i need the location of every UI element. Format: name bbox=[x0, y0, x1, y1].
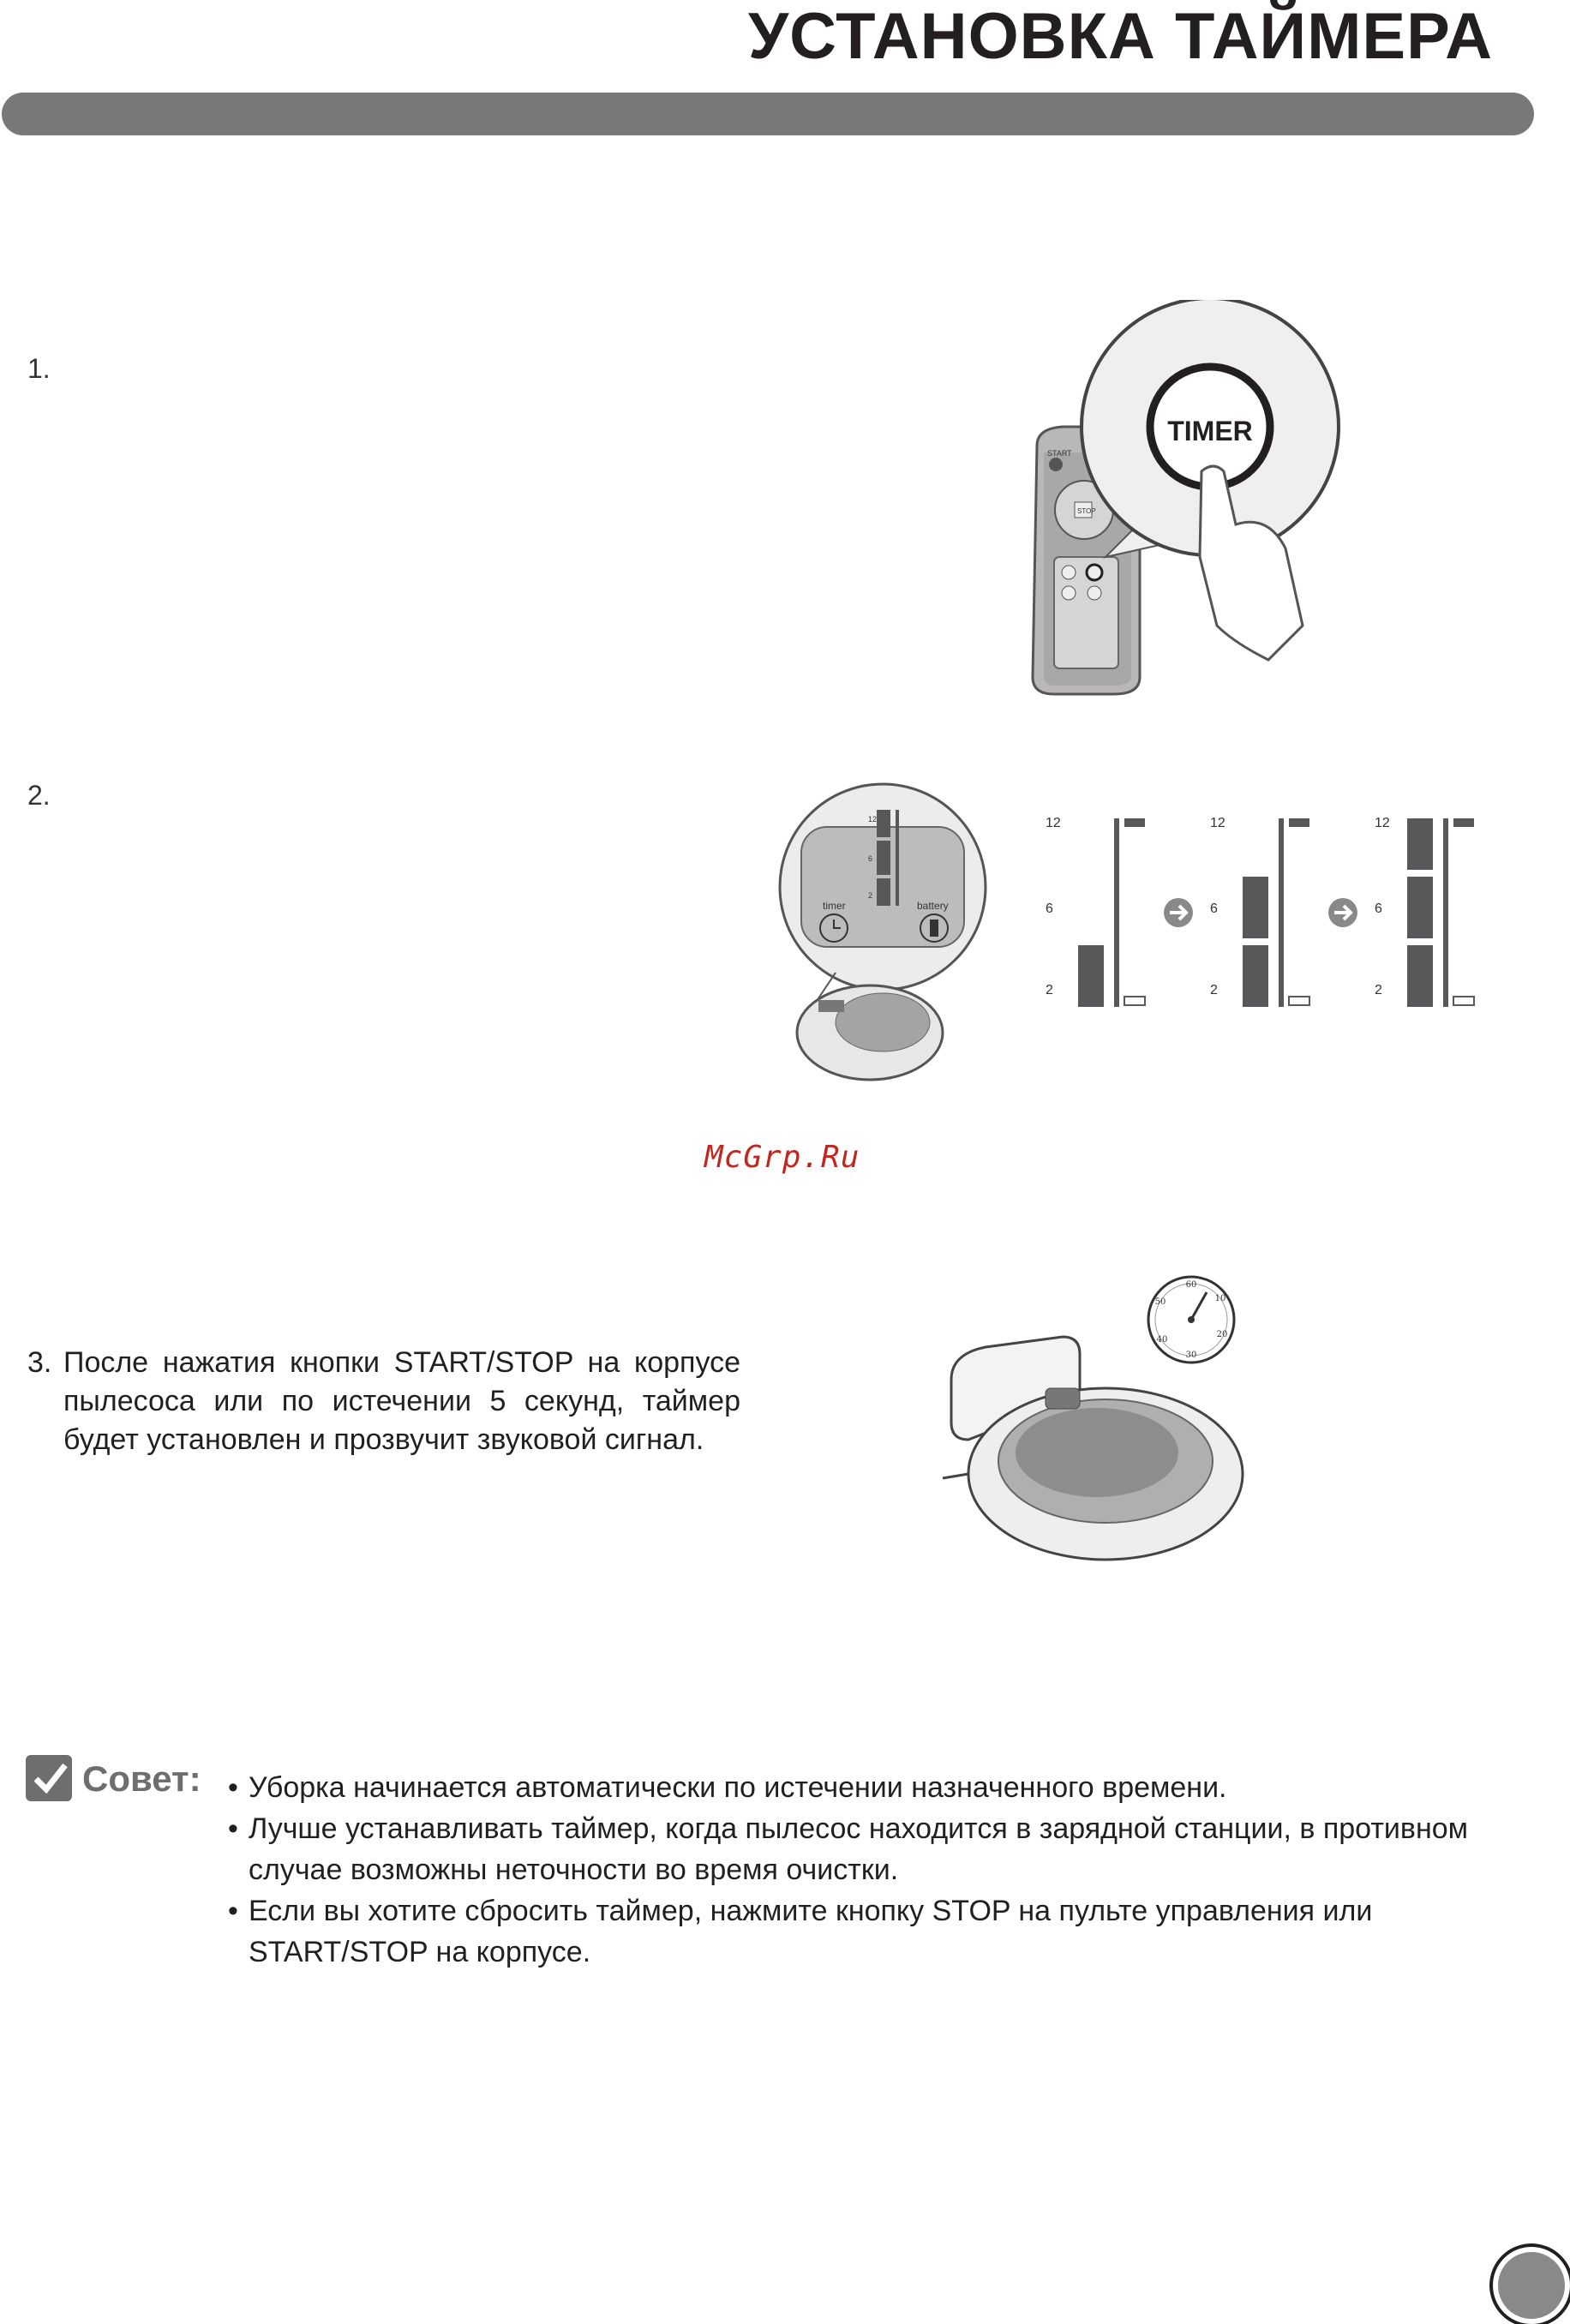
remote-timer-button-icon bbox=[1087, 565, 1102, 580]
remote-timer-illustration bbox=[1011, 300, 1371, 703]
scale-label: 6 bbox=[1375, 901, 1382, 916]
battery-full-icon bbox=[1124, 818, 1145, 827]
tip-label: Совет: bbox=[82, 1758, 201, 1799]
page-marker bbox=[1493, 2247, 1570, 2324]
dial-label-60: 60 bbox=[1185, 1280, 1197, 1290]
timer-bar-segment bbox=[1407, 945, 1433, 1007]
inset-battery-label: battery bbox=[917, 900, 949, 912]
scale-label: 2 bbox=[1046, 983, 1053, 997]
page-title: УСТАНОВКА ТАЙМЕРА bbox=[747, 0, 1493, 73]
battery-full-icon bbox=[1453, 818, 1474, 827]
dial-label-10: 10 bbox=[1214, 1294, 1226, 1303]
inset-scale-6: 6 bbox=[868, 854, 873, 863]
dial-label-20: 20 bbox=[1216, 1330, 1228, 1339]
timer-bar-segment bbox=[1243, 877, 1268, 938]
robot-display-illustration bbox=[776, 776, 990, 1093]
step-3-number: 3. bbox=[27, 1346, 52, 1379]
battery-empty-icon bbox=[1453, 997, 1474, 1005]
step-1-number: 1. bbox=[27, 353, 51, 384]
battery-empty-icon bbox=[1289, 997, 1309, 1005]
dial-label-50: 50 bbox=[1154, 1297, 1166, 1307]
battery-empty-icon bbox=[1124, 997, 1145, 1005]
scale-label: 2 bbox=[1375, 983, 1382, 997]
scale-label: 12 bbox=[1375, 816, 1390, 830]
watermark: McGrp.Ru bbox=[704, 1140, 860, 1175]
battery-bar bbox=[1114, 818, 1119, 1007]
battery-bar bbox=[1279, 818, 1284, 1007]
title-bar bbox=[2, 93, 1534, 135]
battery-full-icon bbox=[1289, 818, 1309, 827]
remote-start-button-icon bbox=[1049, 458, 1063, 471]
battery-bar bbox=[1443, 818, 1448, 1007]
step-3 bbox=[27, 1344, 740, 1459]
inset-scale-12: 12 bbox=[868, 815, 878, 824]
scale-label: 12 bbox=[1210, 816, 1225, 830]
tip-item: • Уборка начинается автоматически по истечении назначенного времени. bbox=[228, 1767, 1513, 1808]
timer-bar-progression bbox=[1037, 801, 1517, 1015]
scale-label: 6 bbox=[1210, 901, 1218, 916]
scale-label: 6 bbox=[1046, 901, 1053, 916]
timer-bar-segment bbox=[1407, 818, 1433, 870]
tip-item: • Если вы хотите сбросить таймер, нажмите кнопку STOP на пульте управления или START/STOP на корпусе. bbox=[228, 1890, 1513, 1973]
check-icon bbox=[26, 1755, 72, 1801]
tip-item: • Лучше устанавливать таймер, когда пылесос находится в зарядной станции, в противном случае возможны неточности во время очистки. bbox=[228, 1808, 1513, 1890]
remote-start-label: START bbox=[1047, 449, 1072, 458]
dial-label-40: 40 bbox=[1156, 1335, 1168, 1345]
step-2-number: 2. bbox=[27, 780, 51, 811]
scale-label: 12 bbox=[1046, 816, 1061, 830]
dial-label-30: 30 bbox=[1185, 1351, 1197, 1360]
timer-bar-segment bbox=[1407, 877, 1433, 938]
step-3-text: После нажатия кнопки START/STOP на корпусе пылесоса или по истечении 5 секунд, таймер будет установлен и прозвучит звуковой сигнал. bbox=[63, 1346, 740, 1456]
remote-stop-label: STOP bbox=[1077, 507, 1096, 515]
inset-scale-2: 2 bbox=[868, 891, 873, 900]
tip-list bbox=[228, 1767, 1513, 1973]
scale-label: 2 bbox=[1210, 983, 1218, 997]
inset-timer-label: timer bbox=[823, 900, 846, 912]
timer-bar-segment bbox=[1243, 945, 1268, 1007]
timer-bar-segment bbox=[1078, 945, 1104, 1007]
robot-dock-illustration bbox=[934, 1268, 1277, 1577]
timer-button-label: TIMER bbox=[1167, 416, 1253, 446]
